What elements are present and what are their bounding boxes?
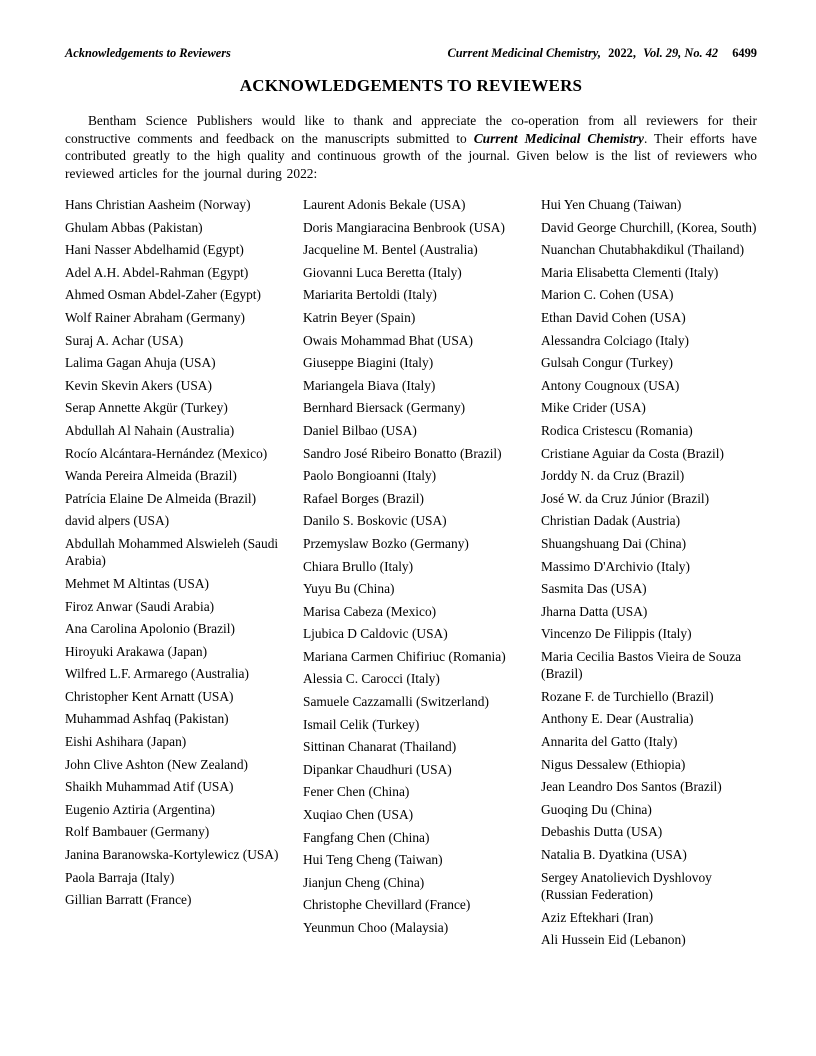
reviewer-entry: Maria Elisabetta Clementi (Italy) xyxy=(541,264,719,280)
reviewer-entry: Shuangshuang Dai (China) xyxy=(541,535,687,551)
reviewer-entry: Abdullah Al Nahain (Australia) xyxy=(65,422,235,438)
reviewer-entry: Sergey Anatolievich Dyshlovoy (Russian Federation) xyxy=(541,869,712,903)
reviewer-entry: Laurent Adonis Bekale (USA) xyxy=(303,197,466,212)
header-journal-name: Current Medicinal Chemistry, xyxy=(447,46,601,60)
reviewer-entry: Ana Carolina Apolonio (Brazil) xyxy=(65,621,235,637)
reviewer-entry: Vincenzo De Filippis (Italy) xyxy=(541,626,692,642)
reviewer-entry: Christopher Kent Arnatt (USA) xyxy=(65,688,234,704)
reviewer-entry: Mariana Carmen Chifiriuc (Romania) xyxy=(303,648,506,664)
intro-journal-name: Current Medicinal Chemistry xyxy=(473,130,644,146)
reviewer-entry: Eishi Ashihara (Japan) xyxy=(65,734,187,750)
reviewer-entry: Hiroyuki Arakawa (Japan) xyxy=(65,643,208,659)
reviewer-entry: Natalia B. Dyatkina (USA) xyxy=(541,847,687,863)
reviewer-columns xyxy=(65,196,757,954)
reviewer-entry: Fener Chen (China) xyxy=(303,784,410,800)
reviewer-entry: Christian Dadak (Austria) xyxy=(541,513,681,529)
reviewer-entry: Jianjun Cheng (China) xyxy=(303,874,425,890)
reviewer-entry: Ahmed Osman Abdel-Zaher (Egypt) xyxy=(65,287,261,303)
reviewer-entry: Muhammad Ashfaq (Pakistan) xyxy=(65,711,229,727)
reviewer-entry: José W. da Cruz Júnior (Brazil) xyxy=(541,490,710,506)
reviewer-entry: Sasmita Das (USA) xyxy=(541,581,647,597)
reviewer-entry: Dipankar Chaudhuri (USA) xyxy=(303,761,452,777)
reviewer-entry: Rozane F. de Turchiello (Brazil) xyxy=(541,688,714,704)
reviewer-entry: Wanda Pereira Almeida (Brazil) xyxy=(65,468,237,484)
reviewer-entry: Christophe Chevillard (France) xyxy=(303,897,471,913)
reviewer-entry: Ethan David Cohen (USA) xyxy=(541,309,686,325)
running-header xyxy=(65,46,757,61)
reviewer-entry: Adel A.H. Abdel-Rahman (Egypt) xyxy=(65,264,249,280)
reviewer-entry: John Clive Ashton (New Zealand) xyxy=(65,756,248,772)
reviewer-entry: Jharna Datta (USA) xyxy=(541,603,648,619)
reviewer-entry: Doris Mangiaracina Benbrook (USA) xyxy=(303,219,505,235)
reviewer-entry: Abdullah Mohammed Alswieleh (Saudi Arabia) xyxy=(65,535,279,569)
reviewer-column-1 xyxy=(65,196,283,954)
reviewer-entry: Wilfred L.F. Armarego (Australia) xyxy=(65,666,249,682)
reviewer-entry: Chiara Brullo (Italy) xyxy=(303,558,414,574)
reviewer-entry: Guoqing Du (China) xyxy=(541,801,652,817)
reviewer-entry: Katrin Beyer (Spain) xyxy=(303,309,416,325)
reviewer-entry: Shaikh Muhammad Atif (USA) xyxy=(65,779,234,795)
reviewer-entry: Przemyslaw Bozko (Germany) xyxy=(303,535,469,551)
reviewer-entry: Giuseppe Biagini (Italy) xyxy=(303,355,434,371)
reviewer-entry: Marion C. Cohen (USA) xyxy=(541,287,674,303)
reviewer-entry: Yeunmun Choo (Malaysia) xyxy=(303,920,449,935)
reviewer-entry: Antony Cougnoux (USA) xyxy=(541,377,680,393)
reviewer-entry: Sittinan Chanarat (Thailand) xyxy=(303,739,457,755)
reviewer-entry: Mariarita Bertoldi (Italy) xyxy=(303,287,437,303)
reviewer-entry: Wolf Rainer Abraham (Germany) xyxy=(65,309,246,325)
reviewer-entry: Patrícia Elaine De Almeida (Brazil) xyxy=(65,490,257,506)
reviewer-entry: Anthony E. Dear (Australia) xyxy=(541,711,694,727)
reviewer-entry: Annarita del Gatto (Italy) xyxy=(541,734,678,750)
reviewer-entry: Fangfang Chen (China) xyxy=(303,829,430,845)
reviewer-entry: Debashis Dutta (USA) xyxy=(541,824,663,840)
reviewer-entry: Hui Teng Cheng (Taiwan) xyxy=(303,852,443,868)
intro-paragraph xyxy=(65,112,757,182)
reviewer-entry: Samuele Cazzamalli (Switzerland) xyxy=(303,694,489,710)
reviewer-entry: Suraj A. Achar (USA) xyxy=(65,332,184,348)
reviewer-entry: Paolo Bongioanni (Italy) xyxy=(303,468,437,484)
reviewer-entry: Lalima Gagan Ahuja (USA) xyxy=(65,355,216,371)
reviewer-entry: Hui Yen Chuang (Taiwan) xyxy=(541,197,682,212)
reviewer-entry: Firoz Anwar (Saudi Arabia) xyxy=(65,598,215,614)
reviewer-entry: Nigus Dessalew (Ethiopia) xyxy=(541,756,686,772)
reviewer-entry: Gillian Barratt (France) xyxy=(65,892,192,908)
reviewer-entry: Rodica Cristescu (Romania) xyxy=(541,422,693,438)
reviewer-entry: Jean Leandro Dos Santos (Brazil) xyxy=(541,779,722,795)
reviewer-entry: Danilo S. Boskovic (USA) xyxy=(303,513,447,529)
reviewer-entry: David George Churchill, (Korea, South) xyxy=(541,219,757,235)
reviewer-column-2 xyxy=(303,196,521,954)
reviewer-entry: Hans Christian Aasheim (Norway) xyxy=(65,197,251,212)
reviewer-entry: Mehmet M Altintas (USA) xyxy=(65,575,209,591)
reviewer-entry: Rafael Borges (Brazil) xyxy=(303,490,424,506)
reviewer-entry: Janina Baranowska-Kortylewicz (USA) xyxy=(65,847,279,863)
reviewer-entry: Ghulam Abbas (Pakistan) xyxy=(65,219,203,235)
header-volume-issue: Vol. 29, No. 42 xyxy=(643,46,719,60)
reviewer-entry: Hani Nasser Abdelhamid (Egypt) xyxy=(65,242,244,258)
reviewer-entry: Owais Mohammad Bhat (USA) xyxy=(303,332,473,348)
reviewer-entry: Rocío Alcántara-Hernández (Mexico) xyxy=(65,445,268,461)
header-section-title: Acknowledgements to Reviewers xyxy=(65,46,231,60)
reviewer-entry: Eugenio Aztiria (Argentina) xyxy=(65,801,215,817)
header-year: 2022, xyxy=(608,46,636,60)
header-page-number: 6499 xyxy=(732,46,757,60)
reviewer-entry: Rolf Bambauer (Germany) xyxy=(65,824,210,840)
reviewer-column-3 xyxy=(541,196,759,954)
reviewer-entry: Gulsah Congur (Turkey) xyxy=(541,355,673,371)
reviewer-entry: Bernhard Biersack (Germany) xyxy=(303,400,466,416)
reviewer-entry: Alessia C. Carocci (Italy) xyxy=(303,671,440,687)
intro-text-after: . Their efforts have contributed greatly to the high quality and continuous growth of the journal. Given below is the list of reviewers who reviewed articles for the journal during 2022: xyxy=(65,130,757,181)
reviewer-entry: Alessandra Colciago (Italy) xyxy=(541,332,689,348)
reviewer-entry: Mike Crider (USA) xyxy=(541,400,646,416)
reviewer-entry: Kevin Skevin Akers (USA) xyxy=(65,377,212,393)
reviewer-entry: Yuyu Bu (China) xyxy=(303,581,395,597)
reviewer-entry: Cristiane Aguiar da Costa (Brazil) xyxy=(541,445,724,461)
reviewer-entry: Marisa Cabeza (Mexico) xyxy=(303,603,437,619)
reviewer-entry: Ljubica D Caldovic (USA) xyxy=(303,626,448,642)
reviewer-entry: Mariangela Biava (Italy) xyxy=(303,377,436,393)
reviewer-entry: Xuqiao Chen (USA) xyxy=(303,807,414,823)
reviewer-entry: Nuanchan Chutabhakdikul (Thailand) xyxy=(541,242,745,258)
reviewer-entry: Giovanni Luca Beretta (Italy) xyxy=(303,264,462,280)
reviewer-entry: Aziz Eftekhari (Iran) xyxy=(541,909,654,925)
reviewer-entry: Maria Cecilia Bastos Vieira de Souza (Brazil) xyxy=(541,648,742,682)
reviewer-entry: Ali Hussein Eid (Lebanon) xyxy=(541,932,686,948)
reviewer-entry: Jorddy N. da Cruz (Brazil) xyxy=(541,468,685,484)
reviewer-entry: Sandro José Ribeiro Bonatto (Brazil) xyxy=(303,445,502,461)
intro-text-before: Bentham Science Publishers would like to thank and appreciate the co-operation from all reviewers for their constructive comments and feedback on the manuscripts submitted to xyxy=(65,113,757,146)
reviewer-entry: Massimo D'Archivio (Italy) xyxy=(541,558,690,574)
reviewer-entry: Paola Barraja (Italy) xyxy=(65,869,175,885)
header-journal-info xyxy=(448,46,757,61)
reviewer-entry: david alpers (USA) xyxy=(65,513,170,529)
page-title: ACKNOWLEDGEMENTS TO REVIEWERS xyxy=(239,76,583,95)
reviewer-entry: Ismail Celik (Turkey) xyxy=(303,716,420,732)
reviewer-entry: Jacqueline M. Bentel (Australia) xyxy=(303,242,478,258)
reviewer-entry: Daniel Bilbao (USA) xyxy=(303,422,417,438)
reviewer-entry: Serap Annette Akgür (Turkey) xyxy=(65,400,228,416)
